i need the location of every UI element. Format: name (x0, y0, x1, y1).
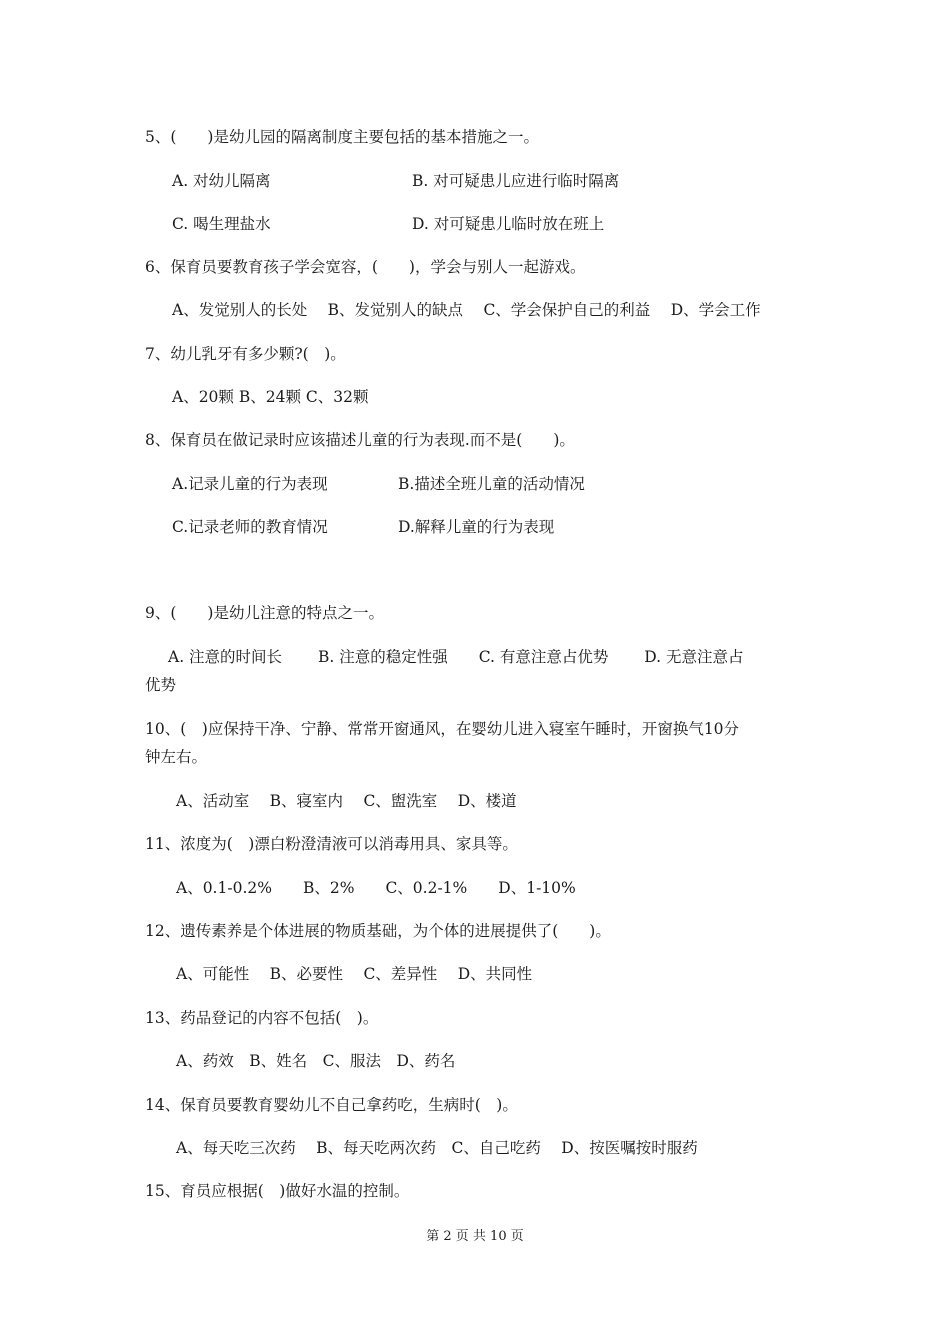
question-9-stem: 9、( )是幼儿注意的特点之一。 (145, 604, 384, 622)
page-footer: 第 2 页 共 10 页 (426, 1229, 524, 1244)
question-13-stem: 13、药品登记的内容不包括( )。 (145, 1009, 379, 1027)
question-8-option-a: A.记录儿童的行为表现 (172, 475, 328, 493)
question-10-stem-wrap: 钟左右。 (145, 748, 208, 766)
question-8-stem: 8、保育员在做记录时应该描述儿童的行为表现.而不是( )。 (145, 431, 575, 449)
question-8-option-d: D.解释儿童的行为表现 (398, 518, 555, 536)
question-14-stem: 14、保育员要教育婴幼儿不自己拿药吃，生病时( )。 (145, 1096, 518, 1114)
question-12-stem: 12、遗传素养是个体进展的物质基础，为个体的进展提供了( )。 (145, 922, 611, 940)
question-6-stem: 6、保育员要教育孩子学会宽容，( )，学会与别人一起游戏。 (145, 258, 586, 276)
question-6-options: A、发觉别人的长处 B、发觉别人的缺点 C、学会保护自己的利益 D、学会工作 (172, 301, 761, 319)
question-5-option-a: A. 对幼儿隔离 (172, 172, 271, 190)
question-14-options: A、每天吃三次药 B、每天吃两次药 C、自己吃药 D、按医嘱按时服药 (176, 1139, 698, 1157)
question-9-options: A. 注意的时间长 B. 注意的稳定性强 C. 有意注意占优势 D. 无意注意占 (168, 648, 744, 666)
question-8-option-c: C.记录老师的教育情况 (172, 518, 328, 536)
question-12-options: A、可能性 B、必要性 C、差异性 D、共同性 (176, 965, 533, 983)
question-5-option-b: B. 对可疑患儿应进行临时隔离 (412, 172, 620, 190)
question-9-options-wrap: 优势 (145, 676, 177, 694)
question-7-options: A、20颗 B、24颗 C、32颗 (172, 388, 369, 406)
question-10-stem: 10、( )应保持干净、宁静、常常开窗通风，在婴幼儿进入寝室午睡时，开窗换气10分 (145, 720, 740, 738)
question-15-stem: 15、育员应根据( )做好水温的控制。 (145, 1182, 410, 1200)
question-5-option-d: D. 对可疑患儿临时放在班上 (412, 215, 605, 233)
question-5-option-c: C. 喝生理盐水 (172, 215, 271, 233)
question-7-stem: 7、幼儿乳牙有多少颗?( )。 (145, 345, 346, 363)
question-5-stem: 5、( )是幼儿园的隔离制度主要包括的基本措施之一。 (145, 128, 539, 146)
question-11-stem: 11、浓度为( )漂白粉澄清液可以消毒用具、家具等。 (145, 835, 518, 853)
question-13-options: A、药效 B、姓名 C、服法 D、药名 (176, 1052, 456, 1070)
question-10-options: A、活动室 B、寝室内 C、盥洗室 D、楼道 (176, 792, 517, 810)
question-8-option-b: B.描述全班儿童的活动情况 (398, 475, 585, 493)
question-11-options: A、0.1-0.2% B、2% C、0.2-1% D、1-10% (176, 879, 576, 897)
